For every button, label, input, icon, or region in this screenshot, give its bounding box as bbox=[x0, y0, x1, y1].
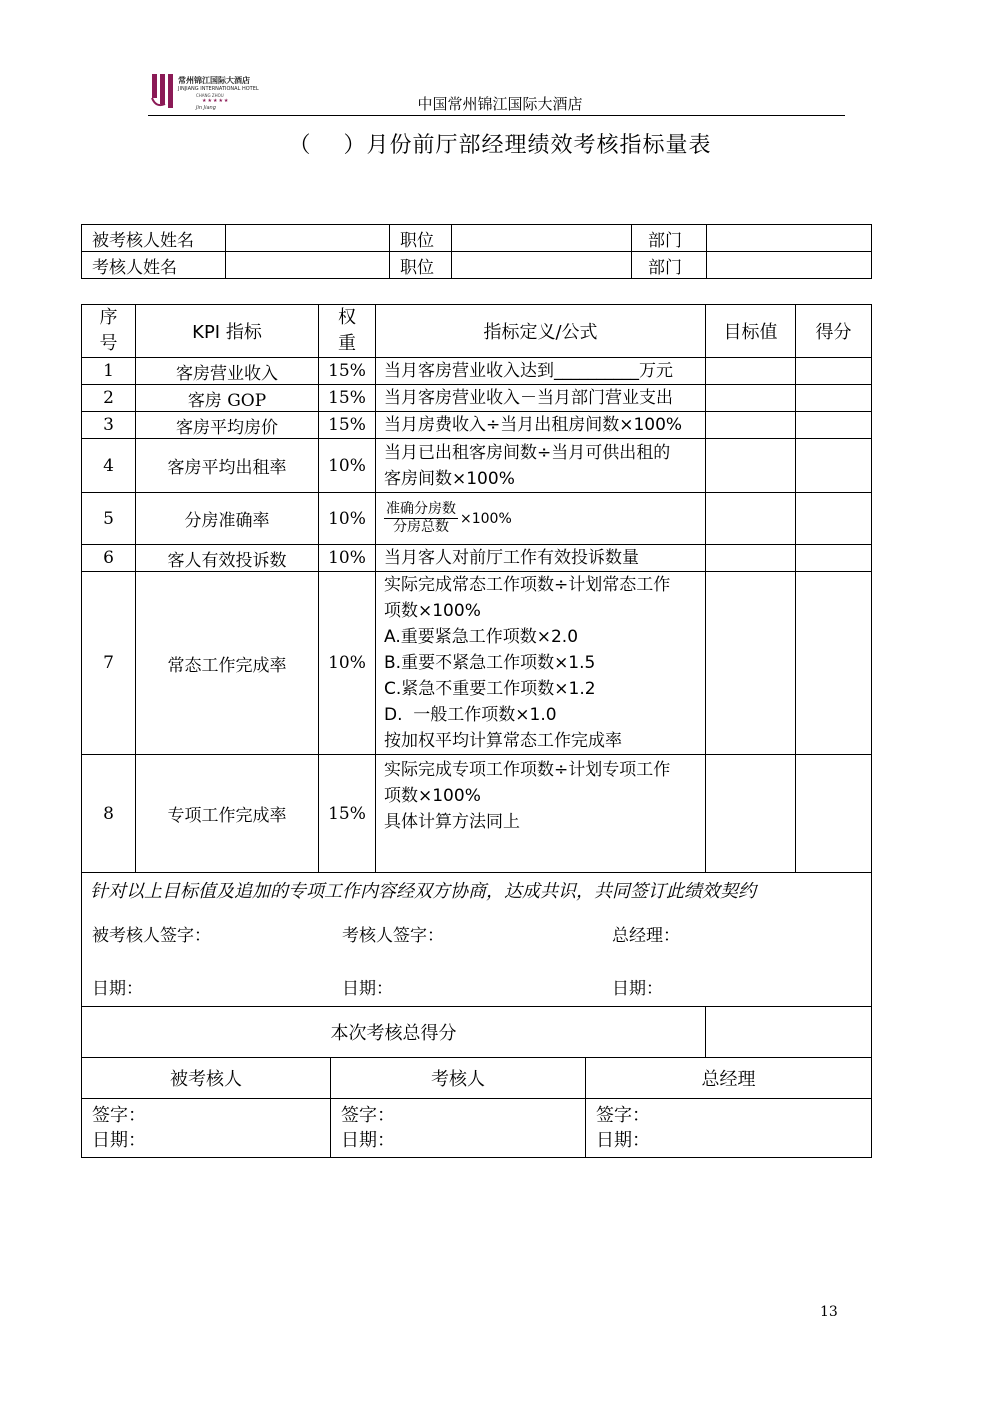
agreement-cell bbox=[82, 873, 872, 1007]
agreement-text: 针对以上目标值及追加的专项工作内容经双方协商，达成共识，共同签订此绩效契约 bbox=[90, 881, 756, 902]
assessee-signature-label: 被考核人签字： bbox=[92, 926, 211, 946]
kpi-name: 客房 GOP bbox=[136, 385, 319, 412]
signoff-sign-label: 签字： bbox=[341, 1105, 395, 1126]
kpi-target-field[interactable] bbox=[706, 412, 796, 439]
gm-signature-label: 总经理： bbox=[612, 926, 680, 946]
signoff-gm-title: 总经理 bbox=[586, 1058, 872, 1099]
kpi-definition-line: 按加权平均计算常态工作完成率 bbox=[384, 731, 622, 751]
assessor-dept-label: 部门 bbox=[632, 252, 707, 279]
kpi-definition bbox=[376, 358, 706, 385]
kpi-seq: 3 bbox=[82, 412, 136, 439]
kpi-target-field[interactable] bbox=[706, 755, 796, 873]
assessee-info-table bbox=[81, 224, 872, 279]
assessee-dept-field[interactable] bbox=[707, 225, 872, 252]
signoff-assessor-title: 考核人 bbox=[331, 1058, 586, 1099]
kpi-definition bbox=[376, 755, 706, 873]
kpi-name: 分房准确率 bbox=[136, 493, 319, 545]
fraction-multiplier: ×100% bbox=[460, 510, 512, 527]
kpi-score-field[interactable] bbox=[796, 412, 872, 439]
kpi-definition-line: 当月房费收入÷当月出租房间数×100% bbox=[384, 415, 683, 435]
logo-city-text: CHANG ZHOU bbox=[196, 93, 224, 98]
assessor-position-field[interactable] bbox=[452, 252, 632, 279]
fraction-numerator: 准确分房数 bbox=[386, 501, 456, 517]
kpi-definition bbox=[376, 385, 706, 412]
kpi-score-field[interactable] bbox=[796, 572, 872, 755]
kpi-header-row bbox=[82, 305, 872, 358]
kpi-table bbox=[81, 304, 872, 873]
kpi-definition-line: 具体计算方法同上 bbox=[384, 812, 520, 832]
kpi-row-2 bbox=[82, 385, 872, 412]
kpi-score-field[interactable] bbox=[796, 545, 872, 572]
kpi-definition-line: 当月客房营业收入达到__________万元 bbox=[384, 361, 673, 381]
kpi-seq: 5 bbox=[82, 493, 136, 545]
kpi-row-7 bbox=[82, 572, 872, 755]
kpi-definition bbox=[376, 572, 706, 755]
kpi-score-field[interactable] bbox=[796, 493, 872, 545]
kpi-definition-line: C.紧急不重要工作项数×1.2 bbox=[384, 679, 596, 699]
agreement-signature-line bbox=[82, 921, 871, 946]
kpi-definition bbox=[376, 412, 706, 439]
kpi-score-field[interactable] bbox=[796, 439, 872, 493]
kpi-weight: 10% bbox=[319, 493, 376, 545]
agreement-table bbox=[81, 872, 872, 1058]
header-weight-line1: 权 bbox=[338, 307, 356, 328]
signoff-header-row bbox=[82, 1058, 872, 1099]
kpi-definition-line: 实际完成专项工作项数÷计划专项工作 bbox=[384, 760, 671, 780]
agreement-date-line bbox=[82, 974, 871, 999]
kpi-weight: 15% bbox=[319, 755, 376, 873]
kpi-target-field[interactable] bbox=[706, 493, 796, 545]
page-number: 13 bbox=[820, 1304, 838, 1320]
assessee-name-field[interactable] bbox=[226, 225, 390, 252]
assessee-position-label: 职位 bbox=[390, 225, 452, 252]
kpi-row-3 bbox=[82, 412, 872, 439]
logo-stars: ★★★★★ bbox=[202, 98, 230, 104]
kpi-row-1 bbox=[82, 358, 872, 385]
kpi-score-field[interactable] bbox=[796, 358, 872, 385]
fraction-formula bbox=[384, 501, 512, 536]
kpi-row-8 bbox=[82, 755, 872, 873]
logo-brand-text: Jin Jiang bbox=[196, 105, 216, 111]
kpi-name: 客房营业收入 bbox=[136, 358, 319, 385]
assessor-dept-field[interactable] bbox=[707, 252, 872, 279]
kpi-name: 常态工作完成率 bbox=[136, 572, 319, 755]
assessee-dept-label: 部门 bbox=[632, 225, 707, 252]
assessee-name-label: 被考核人姓名 bbox=[82, 225, 226, 252]
total-score-label: 本次考核总得分 bbox=[82, 1007, 706, 1058]
kpi-target-field[interactable] bbox=[706, 439, 796, 493]
kpi-definition-line: 项数×100% bbox=[384, 786, 481, 806]
signoff-assessee-title: 被考核人 bbox=[82, 1058, 331, 1099]
kpi-seq: 1 bbox=[82, 358, 136, 385]
kpi-target-field[interactable] bbox=[706, 385, 796, 412]
kpi-seq: 4 bbox=[82, 439, 136, 493]
kpi-weight: 15% bbox=[319, 385, 376, 412]
signoff-date-label: 日期： bbox=[92, 1130, 146, 1151]
kpi-row-6 bbox=[82, 545, 872, 572]
kpi-definition bbox=[376, 439, 706, 493]
kpi-score-field[interactable] bbox=[796, 385, 872, 412]
signoff-date-label: 日期： bbox=[341, 1130, 395, 1151]
kpi-target-field[interactable] bbox=[706, 545, 796, 572]
signoff-gm-cell[interactable] bbox=[586, 1099, 872, 1158]
assessee-position-field[interactable] bbox=[452, 225, 632, 252]
kpi-definition-line: B.重要不紧急工作项数×1.5 bbox=[384, 653, 596, 673]
signoff-sign-label: 签字： bbox=[596, 1105, 650, 1126]
hotel-name: 中国常州锦江国际大酒店 bbox=[417, 95, 583, 113]
total-score-field[interactable] bbox=[706, 1007, 872, 1058]
kpi-seq: 2 bbox=[82, 385, 136, 412]
kpi-name: 客人有效投诉数 bbox=[136, 545, 319, 572]
assessor-row bbox=[82, 252, 872, 279]
header-seq bbox=[82, 305, 136, 358]
assessor-name-label: 考核人姓名 bbox=[82, 252, 226, 279]
signoff-date-label: 日期： bbox=[596, 1130, 650, 1151]
assessor-date-label: 日期： bbox=[342, 979, 393, 999]
total-score-row bbox=[82, 1007, 872, 1058]
kpi-seq: 7 bbox=[82, 572, 136, 755]
header-weight bbox=[319, 305, 376, 358]
kpi-definition-line: 实际完成常态工作项数÷计划常态工作 bbox=[384, 575, 671, 595]
signoff-sign-label: 签字： bbox=[92, 1105, 146, 1126]
kpi-definition-line: 项数×100% bbox=[384, 601, 481, 621]
header-target: 目标值 bbox=[706, 305, 796, 358]
assessee-row bbox=[82, 225, 872, 252]
header-seq-line1: 序 bbox=[99, 307, 118, 328]
kpi-name: 专项工作完成率 bbox=[136, 755, 319, 873]
kpi-definition-line: 客房间数×100% bbox=[384, 468, 515, 489]
fraction bbox=[384, 501, 458, 536]
agreement-row bbox=[82, 873, 872, 1007]
kpi-definition bbox=[376, 493, 706, 545]
header-kpi: KPI 指标 bbox=[136, 305, 319, 358]
kpi-name: 客房平均出租率 bbox=[136, 439, 319, 493]
hotel-logo bbox=[150, 72, 268, 116]
kpi-definition-line: D. 一般工作项数×1.0 bbox=[384, 705, 557, 725]
logo-english-text: JINJIANG INTERNATIONAL HOTEL bbox=[178, 86, 259, 92]
assessor-signature-label: 考核人签字： bbox=[342, 926, 444, 946]
gm-date-label: 日期： bbox=[612, 979, 663, 999]
header-weight-line2: 重 bbox=[338, 333, 356, 354]
kpi-row-5 bbox=[82, 493, 872, 545]
kpi-name: 客房平均房价 bbox=[136, 412, 319, 439]
kpi-definition-line: 当月已出租客房间数÷当月可供出租的 bbox=[384, 442, 671, 463]
kpi-weight: 15% bbox=[319, 412, 376, 439]
assessor-position-label: 职位 bbox=[390, 252, 452, 279]
kpi-row-4 bbox=[82, 439, 872, 493]
kpi-definition-line: 当月客人对前厅工作有效投诉数量 bbox=[384, 548, 639, 568]
fraction-denominator: 分房总数 bbox=[393, 519, 449, 535]
kpi-definition-line: A.重要紧急工作项数×2.0 bbox=[384, 627, 579, 647]
document-title: （ ）月份前厅部经理绩效考核指标量表 bbox=[288, 133, 712, 158]
kpi-score-field[interactable] bbox=[796, 755, 872, 873]
header-score: 得分 bbox=[796, 305, 872, 358]
kpi-weight: 10% bbox=[319, 439, 376, 493]
signoff-assessee-cell[interactable] bbox=[82, 1099, 331, 1158]
signoff-assessor-cell[interactable] bbox=[331, 1099, 586, 1158]
header-seq-line2: 号 bbox=[99, 333, 118, 354]
kpi-target-field[interactable] bbox=[706, 572, 796, 755]
hotel-logo-mark bbox=[150, 72, 176, 112]
assessor-name-field[interactable] bbox=[226, 252, 390, 279]
assessee-date-label: 日期： bbox=[92, 979, 143, 999]
kpi-seq: 6 bbox=[82, 545, 136, 572]
kpi-weight: 10% bbox=[319, 572, 376, 755]
kpi-definition-line: 当月客房营业收入－当月部门营业支出 bbox=[384, 388, 673, 408]
kpi-weight: 10% bbox=[319, 545, 376, 572]
signoff-body-row bbox=[82, 1099, 872, 1158]
kpi-seq: 8 bbox=[82, 755, 136, 873]
kpi-weight: 15% bbox=[319, 358, 376, 385]
header-definition: 指标定义/公式 bbox=[376, 305, 706, 358]
signoff-table bbox=[81, 1057, 872, 1158]
kpi-definition bbox=[376, 545, 706, 572]
header-divider bbox=[148, 115, 845, 116]
logo-chinese-text: 常州锦江国际大酒店 bbox=[178, 76, 250, 85]
kpi-target-field[interactable] bbox=[706, 358, 796, 385]
